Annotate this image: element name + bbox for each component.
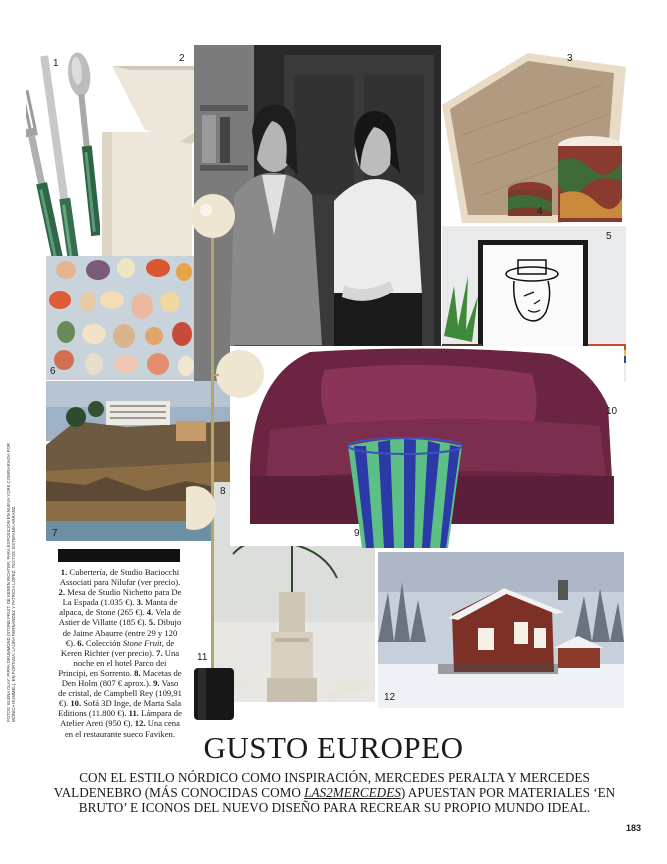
- item-number-8: 8: [220, 486, 226, 497]
- item-number-9: 9: [354, 528, 360, 539]
- page-number: 183: [625, 823, 641, 833]
- photo-credits: FOTOS: ELENA OLAY; PIPPA DRUMMOND (STONE FRUIT, DE KEREN RICHTER, PARA EXPOSICIÓN EN NUEVA YORK COMISARIADA POR MÓNICA HUMMEL). EN PORTADA: LAURA FERNÁNDEZ Y PATRICIA LÓPEZ. TEXTOS: ESTEFANÍA ARRANZ.: [6, 443, 17, 722]
- item-number-4: 4: [537, 206, 543, 217]
- stone-fruit-photo: [46, 256, 194, 380]
- item-number-2: 2: [179, 53, 185, 64]
- item-number-5: 5: [606, 231, 612, 242]
- product-caption: 1. Cubertería, de Studio Baciocchi Associati para Nilufar (ver precio). 2. Mesa de Studio Nichetto para De La Espada (1.035 €). 3. Manta de alpaca, de Stone (265 €). 4. Vela de Astier de Villatte (185 €). 5. Dibujo de Jaime Abaurre (entre 29 y 120 €). 6. Colección Stone Fruit, de Keren Richter (ver precio). 7. Una noche en el hotel Parco dei Principi, en Sorrento. 8. Macetas de Den Holm (807 € aprox.). 9. Vaso de cristal, de Campbell Rey (109,91 €). 10. Sofá 3D Inge, de Marta Sala Editions (11.800 €). 11. Lámpara de Atelier Areti (950 €). 12. Una cena en el restaurante sueco Faviken.: [58, 567, 182, 739]
- item-number-11: 11: [197, 652, 208, 663]
- page-title: GUSTO EUROPEO: [203, 730, 464, 765]
- item-number-1: 1: [53, 58, 59, 69]
- candle-photo: [500, 132, 626, 224]
- item-number-7: 7: [52, 528, 58, 539]
- item-number-12: 12: [384, 692, 396, 703]
- cutlery-photo: [26, 48, 106, 258]
- floor-lamp-photo: [186, 194, 266, 722]
- item-number-6: 6: [50, 366, 56, 377]
- striped-glass-photo: [346, 434, 464, 552]
- faviken-restaurant-photo: [378, 552, 624, 708]
- item-number-3: 3: [567, 53, 573, 64]
- page-subtitle: CON EL ESTILO NÓRDICO COMO INSPIRACIÓN, MERCEDES PERALTA Y MERCEDES VALDENEBRO (MÁS CONOCIDAS COMO LAS2MERCEDES) APUESTAN POR MATERIALES ‘EN BRUTO’ E ICONOS DEL NUEVO DISEÑO PARA RECREAR SU PROPIO MUNDO IDEAL.: [53, 770, 616, 815]
- caption-header-bar: [58, 549, 180, 562]
- item-number-10: 10: [606, 406, 618, 417]
